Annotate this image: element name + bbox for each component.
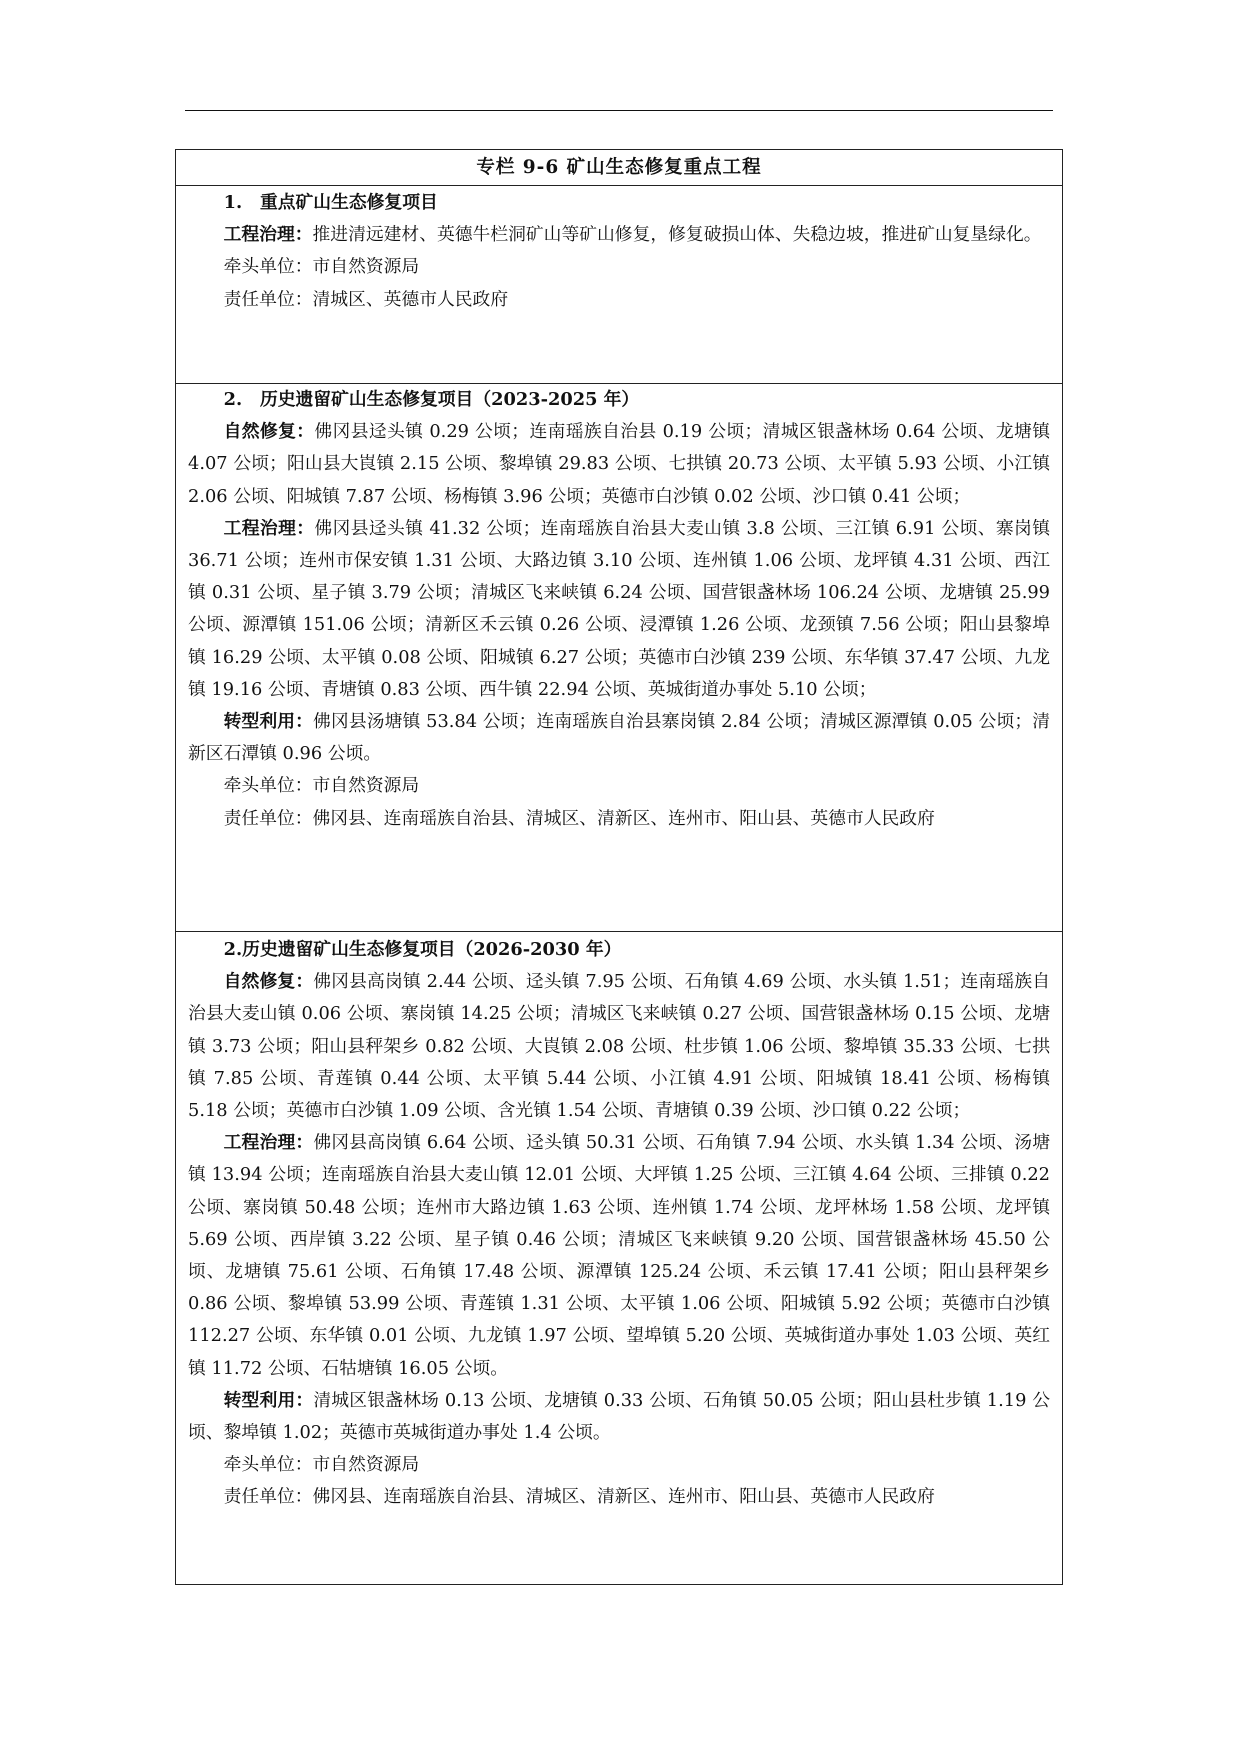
paragraph-transformation bbox=[188, 706, 1050, 770]
section-heading: 2.历史遗留矿山生态修复项目（2026-2030 年） bbox=[223, 939, 622, 960]
paragraph-engineering bbox=[188, 219, 1050, 251]
paragraph-lead-unit: 牵头单位：市自然资源局 bbox=[223, 256, 420, 278]
paragraph-text: 佛冈县高岗镇 2.44 公顷、迳头镇 7.95 公顷、石角镇 4.69 公顷、水头镇 1.51；连南瑶族自治县大麦山镇 0.06 公顷、寨岗镇 14.25 公顷；清城区飞来峡镇 0.27 公顷、国营银盏林场 0.15 公顷、龙塘镇 3.73 公顷；阳山县秤架乡 0.82 公顷、大崀镇 2.08 公顷、杜步镇 1.06 公顷、黎埠镇 35.33 公顷、七拱镇 7.85 公顷、青莲镇 0.44 公顷、太平镇 5.44 公顷、小江镇 4.91 公顷、阳城镇 18.41 公顷、杨梅镇 5.18 公顷；英德市白沙镇 1.09 公顷、含光镇 1.54 公顷、青塘镇 0.39 公顷、沙口镇 0.22 公顷； bbox=[188, 971, 1050, 1122]
paragraph-lead-unit: 牵头单位：市自然资源局 bbox=[223, 775, 420, 797]
paragraph-label: 自然修复： bbox=[223, 971, 314, 993]
paragraph-label: 工程治理： bbox=[223, 517, 315, 539]
section-heading: 2. 历史遗留矿山生态修复项目（2023-2025 年） bbox=[223, 389, 640, 410]
paragraph-responsible-unit: 责任单位：佛冈县、连南瑶族自治县、清城区、清新区、连州市、阳山县、英德市人民政府 bbox=[223, 1486, 935, 1508]
paragraph-label: 转型利用： bbox=[223, 711, 314, 733]
section-legacy-mines-2023-2025 bbox=[176, 384, 1062, 932]
paragraph-text: 清城区银盏林场 0.13 公顷、龙塘镇 0.33 公顷、石角镇 50.05 公顷；阳山县杜步镇 1.19 公顷、黎埠镇 1.02；英德市英城街道办事处 1.4 公顷。 bbox=[188, 1389, 1050, 1444]
paragraph-engineering bbox=[188, 513, 1050, 706]
paragraph-responsible-unit: 责任单位：佛冈县、连南瑶族自治县、清城区、清新区、连州市、阳山县、英德市人民政府 bbox=[223, 807, 935, 829]
section-heading: 1. 重点矿山生态修复项目 bbox=[223, 192, 438, 213]
box-title: 专栏 9-6 矿山生态修复重点工程 bbox=[176, 150, 1062, 186]
paragraph-text: 佛冈县高岗镇 6.64 公顷、迳头镇 50.31 公顷、石角镇 7.94 公顷、水头镇 1.34 公顷、汤塘镇 13.94 公顷；连南瑶族自治县大麦山镇 12.01 公顷、大坪镇 1.25 公顷、三江镇 4.64 公顷、三排镇 0.22 公顷、寨岗镇 50.48 公顷；连州市大路边镇 1.63 公顷、连州镇 1.74 公顷、龙坪林场 1.58 公顷、龙坪镇 5.69 公顷、西岸镇 3.22 公顷、星子镇 0.46 公顷；清城区飞来峡镇 9.20 公顷、国营银盏林场 45.50 公顷、龙塘镇 75.61 公顷、石角镇 17.48 公顷、源潭镇 125.24 公顷、禾云镇 17.41 公顷；阳山县秤架乡 0.86 公顷、黎埠镇 53.99 公顷、青莲镇 1.31 公顷、太平镇 1.06 公顷、阳城镇 5.92 公顷；英德市白沙镇 112.27 公顷、东华镇 0.01 公顷、九龙镇 1.97 公顷、望埠镇 5.20 公顷、英城街道办事处 1.03 公顷、英红镇 11.72 公顷、石牯塘镇 16.05 公顷。 bbox=[188, 1132, 1050, 1379]
header-rule bbox=[185, 110, 1053, 111]
paragraph-label: 工程治理： bbox=[223, 1132, 314, 1154]
paragraph-text: 佛冈县迳头镇 41.32 公顷；连南瑶族自治县大麦山镇 3.8 公顷、三江镇 6.91 公顷、寨岗镇 36.71 公顷；连州市保安镇 1.31 公顷、大路边镇 3.10 公顷、连州镇 1.06 公顷、龙坪镇 4.31 公顷、西江镇 0.31 公顷、星子镇 3.79 公顷；清城区飞来峡镇 6.24 公顷、国营银盏林场 106.24 公顷、龙塘镇 25.99 公顷、源潭镇 151.06 公顷；清新区禾云镇 0.26 公顷、浸潭镇 1.26 公顷、龙颈镇 7.56 公顷；阳山县黎埠镇 16.29 公顷、太平镇 0.08 公顷、阳城镇 6.27 公顷；英德市白沙镇 239 公顷、东华镇 37.47 公顷、九龙镇 19.16 公顷、青塘镇 0.83 公顷、西牛镇 22.94 公顷、英城街道办事处 5.10 公顷； bbox=[188, 517, 1050, 700]
special-column-box bbox=[175, 149, 1063, 1585]
paragraph-label: 工程治理： bbox=[223, 224, 313, 246]
paragraph-lead-unit: 牵头单位：市自然资源局 bbox=[223, 1454, 420, 1476]
section-key-mine-restoration bbox=[176, 186, 1062, 384]
paragraph-natural-restoration bbox=[188, 416, 1050, 513]
paragraph-natural-restoration bbox=[188, 966, 1050, 1127]
paragraph-label: 自然修复： bbox=[223, 421, 315, 443]
paragraph-responsible-unit: 责任单位：清城区、英德市人民政府 bbox=[223, 288, 509, 310]
paragraph-transformation bbox=[188, 1385, 1050, 1449]
paragraph-text: 佛冈县迳头镇 0.29 公顷；连南瑶族自治县 0.19 公顷；清城区银盏林场 0.64 公顷、龙塘镇 4.07 公顷；阳山县大崀镇 2.15 公顷、黎埠镇 29.83 公顷、七拱镇 20.73 公顷、太平镇 5.93 公顷、小江镇 2.06 公顷、阳城镇 7.87 公顷、杨梅镇 3.96 公顷；英德市白沙镇 0.02 公顷、沙口镇 0.41 公顷； bbox=[188, 421, 1050, 507]
paragraph-text: 推进清远建材、英德牛栏洞矿山等矿山修复，修复破损山体、失稳边坡，推进矿山复垦绿化。 bbox=[312, 224, 1042, 246]
section-legacy-mines-2026-2030 bbox=[176, 932, 1062, 1584]
paragraph-label: 转型利用： bbox=[223, 1389, 314, 1411]
paragraph-engineering bbox=[188, 1127, 1050, 1385]
paragraph-text: 佛冈县汤塘镇 53.84 公顷；连南瑶族自治县寨岗镇 2.84 公顷；清城区源潭镇 0.05 公顷；清新区石潭镇 0.96 公顷。 bbox=[188, 711, 1050, 765]
